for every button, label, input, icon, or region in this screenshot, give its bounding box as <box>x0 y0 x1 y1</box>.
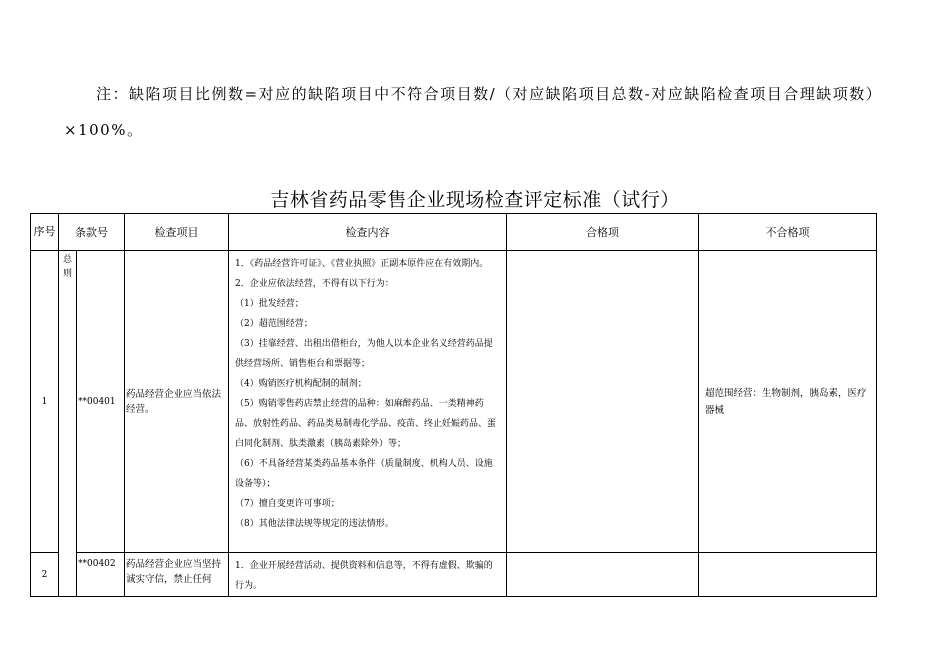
content-line: 1．《药品经营许可证》、《营业执照》正副本原件应在有效期内。 <box>235 259 489 269</box>
header-content: 检查内容 <box>229 214 507 251</box>
inspection-table <box>30 213 877 597</box>
content-line: （8）其他法律法规等规定的违法情形。 <box>235 519 394 529</box>
content-line: （7）擅自变更许可事项； <box>235 499 340 509</box>
header-seq: 序号 <box>31 214 59 251</box>
row-fail <box>699 553 877 597</box>
row-clause: **00401 <box>77 251 125 553</box>
content-line: 2．企业应依法经营，不得有以下行为： <box>235 279 394 289</box>
header-fail: 不合格项 <box>699 214 877 251</box>
row-pass <box>507 553 699 597</box>
header-row <box>31 214 877 251</box>
content-line: （5）购销零售药店禁止经营的品种：如麻醉药品、一类精神药品、放射性药品、药品类易制毒化学品、疫苗、终止妊娠药品、蛋白同化制剂、肽类激素（胰岛素除外）等； <box>235 399 497 449</box>
row-item: 药品经营企业应当坚持诚实守信，禁止任何 <box>125 553 229 597</box>
row-pass <box>507 251 699 553</box>
row-seq: 1 <box>31 251 59 553</box>
footnote: 注：缺陷项目比例数=对应的缺陷项目中不符合项目数/（对应缺陷项目总数-对应缺陷检查项目合理缺项数）×100%。 <box>64 85 883 139</box>
content-line: （3）挂靠经营、出租出借柜台，为他人以本企业名义经营药品提供经营场所、销售柜台和票据等； <box>235 339 493 369</box>
content-line: 1．企业开展经营活动、提供资料和信息等，不得有虚假、欺骗的行为。 <box>235 561 493 591</box>
header-pass: 合格项 <box>507 214 699 251</box>
row-seq: 2 <box>31 553 59 597</box>
row-content <box>229 251 507 553</box>
header-item: 检查项目 <box>125 214 229 251</box>
content-line: （6）不具备经营某类药品基本条件（质量制度、机构人员、设施设备等）； <box>235 459 493 489</box>
page-title: 吉林省药品零售企业现场检查评定标准（试行） <box>270 189 680 211</box>
table-row <box>31 251 877 553</box>
content-line: （2）超范围经营； <box>235 319 313 329</box>
header-clause: 条款号 <box>59 214 125 251</box>
content-line: （1）批发经营； <box>235 299 304 309</box>
table-row <box>31 553 877 597</box>
row-category: 总则 <box>59 251 77 597</box>
row-fail: 超范围经营：生物制剂，胰岛素，医疗器械 <box>699 251 877 553</box>
row-content <box>229 553 507 597</box>
content-line: （4）购销医疗机构配制的制剂； <box>235 379 367 389</box>
row-item: 药品经营企业应当依法经营。 <box>125 251 229 553</box>
row-clause: **00402 <box>77 553 125 597</box>
